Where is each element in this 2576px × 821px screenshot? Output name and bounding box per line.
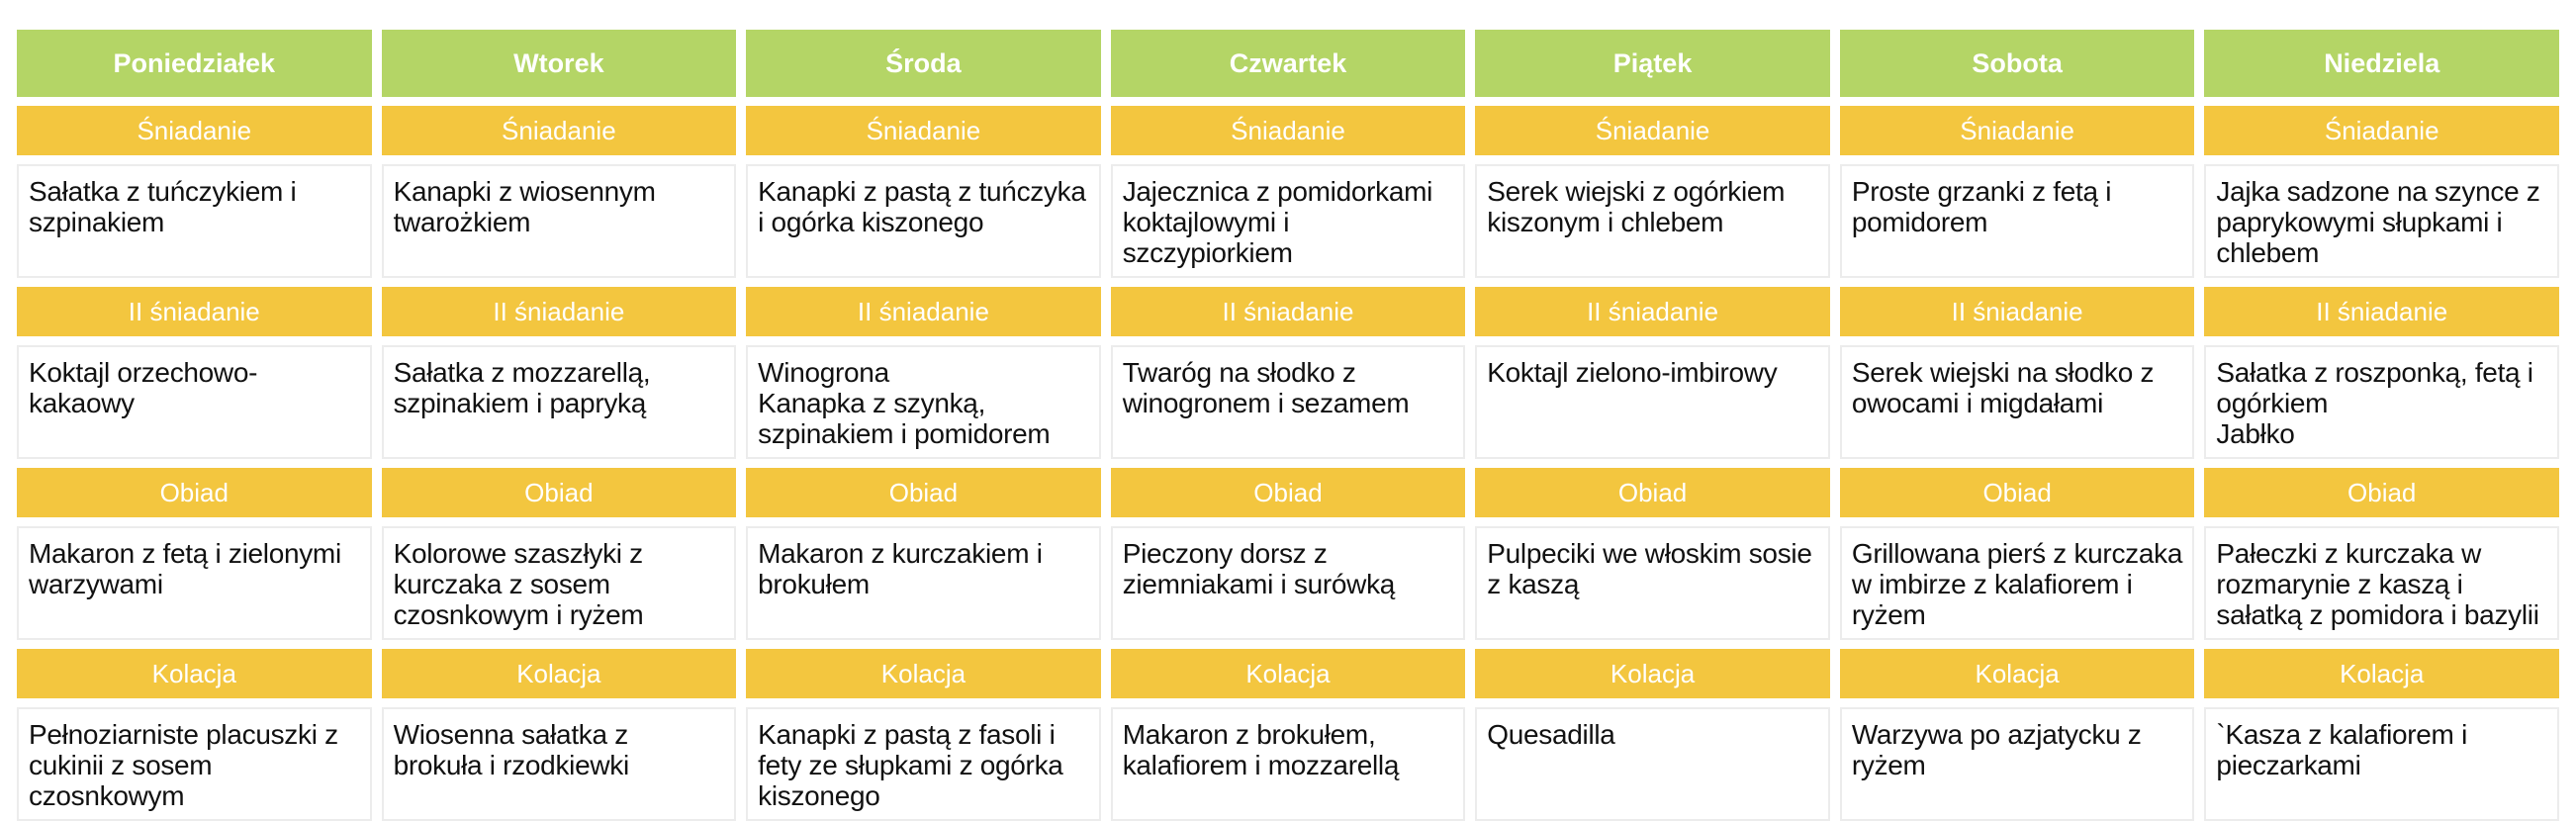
- second-breakfast-cell: Koktajl zielono-imbirowy: [1475, 345, 1830, 459]
- breakfast-cell: Proste grzanki z fetą i pomidorem: [1840, 164, 2195, 278]
- day-column-2: [382, 30, 737, 821]
- day-header: Czwartek: [1111, 30, 1466, 97]
- second-breakfast-cell: Sałatka z roszponką, fetą i ogórkiem Jabłko: [2204, 345, 2559, 459]
- second-breakfast-header: II śniadanie: [2204, 287, 2559, 336]
- lunch-cell: Makaron z fetą i zielonymi warzywami: [17, 526, 372, 640]
- breakfast-cell: Kanapki z wiosennym twarożkiem: [382, 164, 737, 278]
- breakfast-header: Śniadanie: [17, 106, 372, 155]
- dinner-header: Kolacja: [746, 649, 1101, 698]
- breakfast-header: Śniadanie: [746, 106, 1101, 155]
- breakfast-header: Śniadanie: [1840, 106, 2195, 155]
- lunch-cell: Kolorowe szaszłyki z kurczaka z sosem czosnkowym i ryżem: [382, 526, 737, 640]
- dinner-cell: Pełnoziarniste placuszki z cukinii z sosem czosnkowym: [17, 707, 372, 821]
- day-header: Poniedziałek: [17, 30, 372, 97]
- second-breakfast-cell: Twaróg na słodko z winogronem i sezamem: [1111, 345, 1466, 459]
- second-breakfast-cell: Serek wiejski na słodko z owocami i migdałami: [1840, 345, 2195, 459]
- dinner-cell: Quesadilla: [1475, 707, 1830, 821]
- day-header: Niedziela: [2204, 30, 2559, 97]
- second-breakfast-header: II śniadanie: [382, 287, 737, 336]
- dinner-cell: Makaron z brokułem, kalafiorem i mozzarellą: [1111, 707, 1466, 821]
- second-breakfast-cell: Koktajl orzechowo-kakaowy: [17, 345, 372, 459]
- lunch-header: Obiad: [746, 468, 1101, 517]
- dinner-header: Kolacja: [1111, 649, 1466, 698]
- breakfast-cell: Sałatka z tuńczykiem i szpinakiem: [17, 164, 372, 278]
- day-column-6: [1840, 30, 2195, 821]
- day-header: Wtorek: [382, 30, 737, 97]
- day-column-7: [2204, 30, 2559, 821]
- breakfast-header: Śniadanie: [1111, 106, 1466, 155]
- second-breakfast-header: II śniadanie: [1111, 287, 1466, 336]
- lunch-cell: Pulpeciki we włoskim sosie z kaszą: [1475, 526, 1830, 640]
- dinner-header: Kolacja: [382, 649, 737, 698]
- second-breakfast-header: II śniadanie: [17, 287, 372, 336]
- day-column-5: [1475, 30, 1830, 821]
- day-header: Sobota: [1840, 30, 2195, 97]
- breakfast-cell: Jajka sadzone na szynce z paprykowymi słupkami i chlebem: [2204, 164, 2559, 278]
- second-breakfast-cell: Winogrona Kanapka z szynką, szpinakiem i pomidorem: [746, 345, 1101, 459]
- dinner-cell: `Kasza z kalafiorem i pieczarkami: [2204, 707, 2559, 821]
- lunch-header: Obiad: [1840, 468, 2195, 517]
- second-breakfast-header: II śniadanie: [746, 287, 1101, 336]
- second-breakfast-header: II śniadanie: [1840, 287, 2195, 336]
- dinner-header: Kolacja: [17, 649, 372, 698]
- dinner-cell: Kanapki z pastą z fasoli i fety ze słupkami z ogórka kiszonego: [746, 707, 1101, 821]
- lunch-cell: Pieczony dorsz z ziemniakami i surówką: [1111, 526, 1466, 640]
- day-column-3: [746, 30, 1101, 821]
- day-column-4: [1111, 30, 1466, 821]
- second-breakfast-cell: Sałatka z mozzarellą, szpinakiem i papryką: [382, 345, 737, 459]
- lunch-cell: Pałeczki z kurczaka w rozmarynie z kaszą i sałatką z pomidora i bazylii: [2204, 526, 2559, 640]
- lunch-header: Obiad: [1111, 468, 1466, 517]
- breakfast-cell: Jajecznica z pomidorkami koktajlowymi i szczypiorkiem: [1111, 164, 1466, 278]
- dinner-cell: Warzywa po azjatycku z ryżem: [1840, 707, 2195, 821]
- breakfast-header: Śniadanie: [2204, 106, 2559, 155]
- day-column-1: [17, 30, 372, 821]
- dinner-header: Kolacja: [1475, 649, 1830, 698]
- second-breakfast-header: II śniadanie: [1475, 287, 1830, 336]
- dinner-header: Kolacja: [1840, 649, 2195, 698]
- meal-plan-grid: [17, 30, 2559, 821]
- breakfast-cell: Kanapki z pastą z tuńczyka i ogórka kiszonego: [746, 164, 1101, 278]
- lunch-header: Obiad: [1475, 468, 1830, 517]
- day-header: Środa: [746, 30, 1101, 97]
- lunch-header: Obiad: [382, 468, 737, 517]
- breakfast-header: Śniadanie: [1475, 106, 1830, 155]
- lunch-cell: Grillowana pierś z kurczaka w imbirze z kalafiorem i ryżem: [1840, 526, 2195, 640]
- breakfast-cell: Serek wiejski z ogórkiem kiszonym i chlebem: [1475, 164, 1830, 278]
- breakfast-header: Śniadanie: [382, 106, 737, 155]
- lunch-header: Obiad: [17, 468, 372, 517]
- lunch-header: Obiad: [2204, 468, 2559, 517]
- dinner-header: Kolacja: [2204, 649, 2559, 698]
- dinner-cell: Wiosenna sałatka z brokuła i rzodkiewki: [382, 707, 737, 821]
- lunch-cell: Makaron z kurczakiem i brokułem: [746, 526, 1101, 640]
- day-header: Piątek: [1475, 30, 1830, 97]
